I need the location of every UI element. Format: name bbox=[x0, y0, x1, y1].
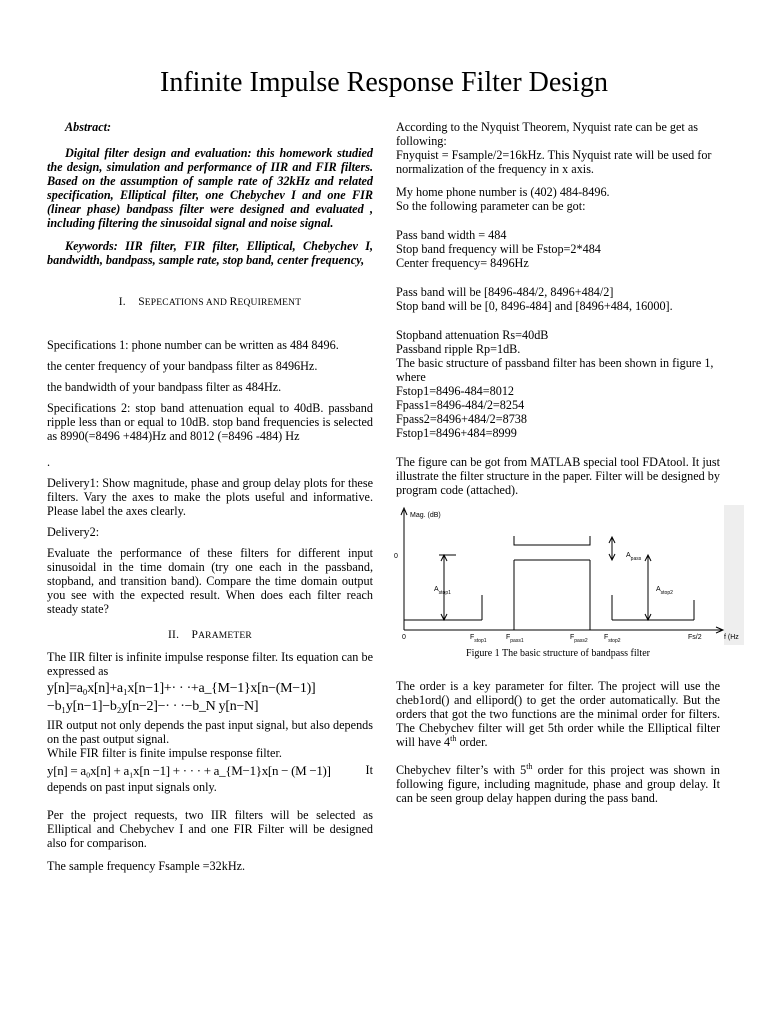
stopband-attenuation-text: Stopband attenuation Rs=40dB bbox=[396, 328, 549, 342]
spec2-text: Specifications 2: stop band attenuation equal to 40dB. passband ripple less than or equal to 10dB. stop band frequencies is selected as 8990(=8496 +484)Hz and 8012 (=8496 -484) Hz bbox=[47, 401, 373, 443]
fstop1-letter: F bbox=[470, 634, 475, 641]
project-request-text: Per the project requests, two IIR filters will be selected as Elliptical and Chebychev I and one FIR Filter will be designed also for comparison. bbox=[47, 808, 373, 850]
section-number: I. bbox=[118, 296, 126, 308]
delivery2-text: Delivery2: bbox=[47, 525, 100, 539]
parameter-text: So the following parameter can be got: bbox=[396, 199, 586, 213]
bandpass-structure-figure bbox=[394, 505, 744, 655]
passband-ripple-text: Passband ripple Rp=1dB. bbox=[396, 342, 521, 356]
fpass1-text: Fpass1=8496-484/2=8254 bbox=[396, 398, 525, 412]
section-title-small: EPECATIONS AND bbox=[144, 298, 230, 308]
figure-edge bbox=[724, 505, 744, 645]
fir-intro-text: While FIR filter is finite impulse response filter. bbox=[47, 746, 282, 760]
iir-output-text: IIR output not only depends the past input signal, but also depends on the past output signal. bbox=[47, 718, 373, 746]
section-heading-1 bbox=[47, 295, 373, 310]
basic-structure-text: The basic structure of passband filter has been shown in figure 1, where bbox=[396, 356, 714, 384]
frequency-axis-label: f (Hz bbox=[724, 634, 739, 641]
bandwidth-text: the bandwidth of your bandpass filter as 484Hz. bbox=[47, 380, 282, 394]
phone-text: My home phone number is (402) 484-8496. bbox=[396, 185, 610, 199]
chebychev-body-a: Chebychev filter’s with 5 bbox=[396, 763, 527, 777]
sample-frequency-text: The sample frequency Fsample =32kHz. bbox=[47, 859, 246, 873]
apass-letter: A bbox=[626, 552, 631, 559]
astop1-subscript: stop1 bbox=[438, 590, 451, 596]
abstract-label: Abstract: bbox=[65, 120, 112, 134]
fs-half-label: Fs/2 bbox=[688, 634, 702, 641]
figure-caption: Figure 1 The basic structure of bandpass filter bbox=[466, 648, 650, 659]
iir-equation-intro: The IIR filter is infinite impulse response filter. Its equation can be expressed as bbox=[47, 650, 373, 678]
chebychev-body-b: order for this project was shown in following figure, including magnitude, phase and group delay. It can be seen group delay happen during the pass band. bbox=[396, 763, 720, 805]
chebychev-superscript: th bbox=[526, 761, 533, 771]
center-frequency-text: the center frequency of your bandpass filter as 8496Hz. bbox=[47, 359, 318, 373]
fpass2-text: Fpass2=8496+484/2=8738 bbox=[396, 412, 527, 426]
section-title-cap: S bbox=[138, 296, 145, 308]
y-axis-label: Mag. (dB) bbox=[410, 512, 441, 519]
fstop1-text: Fstop1=8496-484=8012 bbox=[396, 384, 515, 398]
section-number: II. bbox=[168, 629, 180, 641]
figure-background bbox=[394, 505, 744, 645]
passband-range-text: Pass band will be [8496-484/2, 8496+484/2] bbox=[396, 285, 614, 299]
fir-equation: y[n] = a₀x[n] + a₁x[n −1] + · · · + a_{M−1}x[n − (M −1)] bbox=[47, 763, 331, 778]
fpass1-subscript: pass1 bbox=[510, 638, 524, 644]
fpass1-letter: F bbox=[506, 634, 511, 641]
spec1-text: Specifications 1: phone number can be written as 484 8496. bbox=[47, 338, 339, 352]
stopband-range-text: Stop band will be [0, 8496-484] and [8496+484, 16000]. bbox=[396, 299, 673, 313]
fstop2-text: Fstop1=8496+484=8999 bbox=[396, 426, 517, 440]
astop1-letter: A bbox=[434, 586, 439, 593]
fpass2-subscript: pass2 bbox=[574, 638, 588, 644]
left-column bbox=[47, 120, 373, 873]
paper-title: Infinite Impulse Response Filter Design bbox=[160, 67, 608, 98]
stopband-frequency-text: Stop band frequency will be Fstop=2*484 bbox=[396, 242, 601, 256]
center-frequency-text: Center frequency= 8496Hz bbox=[396, 256, 529, 270]
order-text bbox=[396, 679, 720, 749]
figure-description-text: The figure can be got from MATLAB special tool FDAtool. It just illustrate the filter structure in the paper. Filter will be designed by program code (attached). bbox=[396, 455, 720, 497]
keywords: Keywords: IIR filter, FIR filter, Elliptical, Chebychev I, bandwidth, bandpass, sample rate, stop band, center frequency, bbox=[47, 239, 373, 267]
section-title-cap: P bbox=[191, 629, 199, 641]
apass-subscript: pass bbox=[630, 556, 642, 562]
passband-width-text: Pass band width = 484 bbox=[396, 228, 507, 242]
astop2-letter: A bbox=[656, 586, 661, 593]
evaluate-text: Evaluate the performance of these filters for different input sinusoidal in the time domain (try one each in the passband, stopband, and transition band). Compare the time domain output you see with the expected result. When does each filter reach steady state? bbox=[47, 546, 373, 616]
section-heading-2 bbox=[47, 628, 373, 643]
delivery1-text: Delivery1: Show magnitude, phase and group delay plots for these filters. Vary the axes to make the plots useful and informative. Please label the axes clearly. bbox=[47, 476, 373, 518]
right-column bbox=[394, 120, 739, 805]
chebychev-text bbox=[396, 763, 720, 805]
bandpass-diagram bbox=[394, 505, 744, 645]
zero-db-label: 0 bbox=[394, 553, 398, 560]
section-title-small: ARAMETER bbox=[198, 631, 252, 641]
depends-text: depends on past input signals only. bbox=[47, 780, 217, 794]
section-title-cap: R bbox=[229, 296, 238, 308]
x-origin-label: 0 bbox=[402, 634, 406, 641]
dot-text: . bbox=[47, 455, 51, 469]
fstop2-subscript: stop2 bbox=[608, 638, 621, 644]
order-body: The order is a key parameter for filter. The project will use the cheb1ord() and ellipord() to get the order automatically. But the orders that got the two functions are the minimal order for filters. The Chebychev filter will get 5th order while the Elliptical filter will have 4 bbox=[396, 679, 720, 749]
fir-equation-tail: It bbox=[365, 763, 373, 777]
section-title-small: EQUIREMENT bbox=[237, 298, 302, 308]
fpass2-letter: F bbox=[570, 634, 575, 641]
iir-equation-line1: y[n]=a₀x[n]+a₁x[n−1]+· · ·+a_{M−1}x[n−(M−1)] bbox=[47, 681, 316, 696]
fir-equation-row bbox=[47, 762, 373, 780]
order-superscript: th bbox=[450, 733, 457, 743]
fstop2-letter: F bbox=[604, 634, 609, 641]
order-end: order. bbox=[456, 735, 488, 749]
abstract-text: Digital filter design and evaluation: this homework studied the design, simulation and performance of IIR and FIR filters. Based on the assumption of sample rate of 32kHz and related specification, Elliptical filter, one Chebychev I and one FIR (linear phase) bandpass filter were designed and evaluated , including filtering the sinusoidal signal and noise signal. bbox=[47, 146, 373, 230]
astop2-subscript: stop2 bbox=[660, 590, 673, 596]
fstop1-subscript: stop1 bbox=[474, 638, 487, 644]
nyquist-text-2: Fnyquist = Fsample/2=16kHz. This Nyquist rate will be used for normalization of the frequency in x axis. bbox=[396, 148, 712, 176]
iir-equation-line2: −b₁y[n−1]−b₂y[n−2]−· · ·−b_N y[n−N] bbox=[47, 699, 259, 714]
nyquist-text-1: According to the Nyquist Theorem, Nyquist rate can be get as following: bbox=[396, 120, 699, 148]
